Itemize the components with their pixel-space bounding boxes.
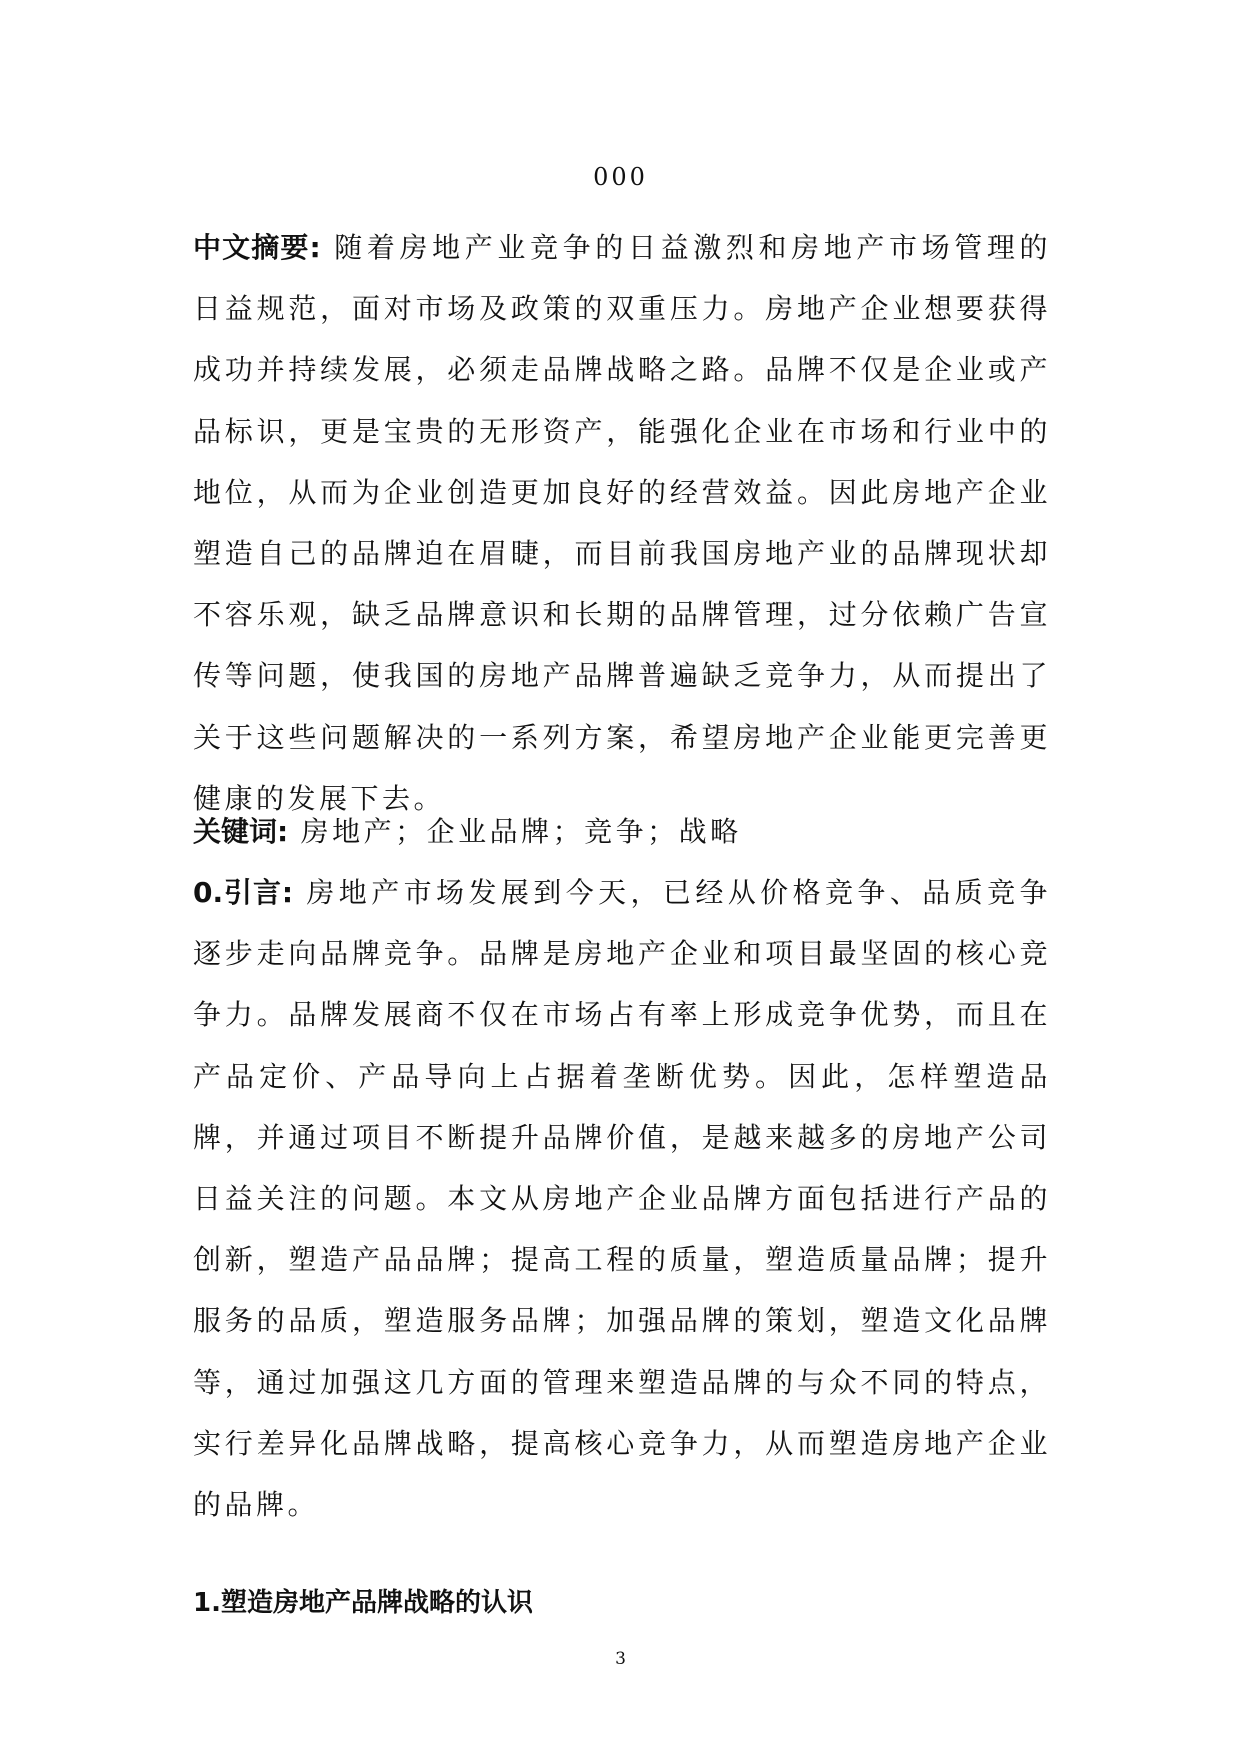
- abstract-text: 随着房地产业竞争的日益激烈和房地产市场管理的日益规范，面对市场及政策的双重压力。房地产企业想要获得成功并持续发展，必须走品牌战略之路。品牌不仅是企业或产品标识，更是宝贵的无形资产，能强化企业在市场和行业中的地位，从而为企业创造更加良好的经营效益。因此房地产企业塑造自己的品牌迫在眉睫，而目前我国房地产业的品牌现状却不容乐观，缺乏品牌意识和长期的品牌管理，过分依赖广告宣传等问题，使我国的房地产品牌普遍缺乏竞争力，从而提出了关于这些问题解决的一系列方案，希望房地产企业能更完善更健康的发展下去。: [193, 231, 1052, 815]
- abstract-label: 中文摘要:: [193, 231, 321, 264]
- introduction-text: 房地产市场发展到今天，已经从价格竞争、品质竞争逐步走向品牌竞争。品牌是房地产企业和项目最坚固的核心竞争力。品牌发展商不仅在市场占有率上形成竞争优势，而且在产品定价、产品导向上占据着垄断优势。因此，怎样塑造品牌，并通过项目不断提升品牌价值，是越来越多的房地产公司日益关注的问题。本文从房地产企业品牌方面包括进行产品的创新，塑造产品品牌；提高工程的质量，塑造质量品牌；提升服务的品质，塑造服务品牌；加强品牌的策划，塑造文化品牌等，通过加强这几方面的管理来塑造品牌的与众不同的特点，实行差异化品牌战略，提高核心竞争力，从而塑造房地产企业的品牌。: [193, 876, 1051, 1522]
- page-number: 3: [615, 1649, 626, 1669]
- section-heading: 1.塑造房地产品牌战略的认识: [193, 1588, 533, 1618]
- keywords-text: 房地产；企业品牌；竞争；战略: [288, 815, 742, 848]
- introduction-paragraph: [193, 862, 1051, 1535]
- page-title: 000: [593, 163, 648, 191]
- keywords-label: 关键词:: [193, 815, 289, 848]
- keywords-paragraph: [193, 801, 1051, 862]
- abstract-paragraph: [193, 217, 1051, 829]
- introduction-label: 0.引言:: [193, 876, 294, 909]
